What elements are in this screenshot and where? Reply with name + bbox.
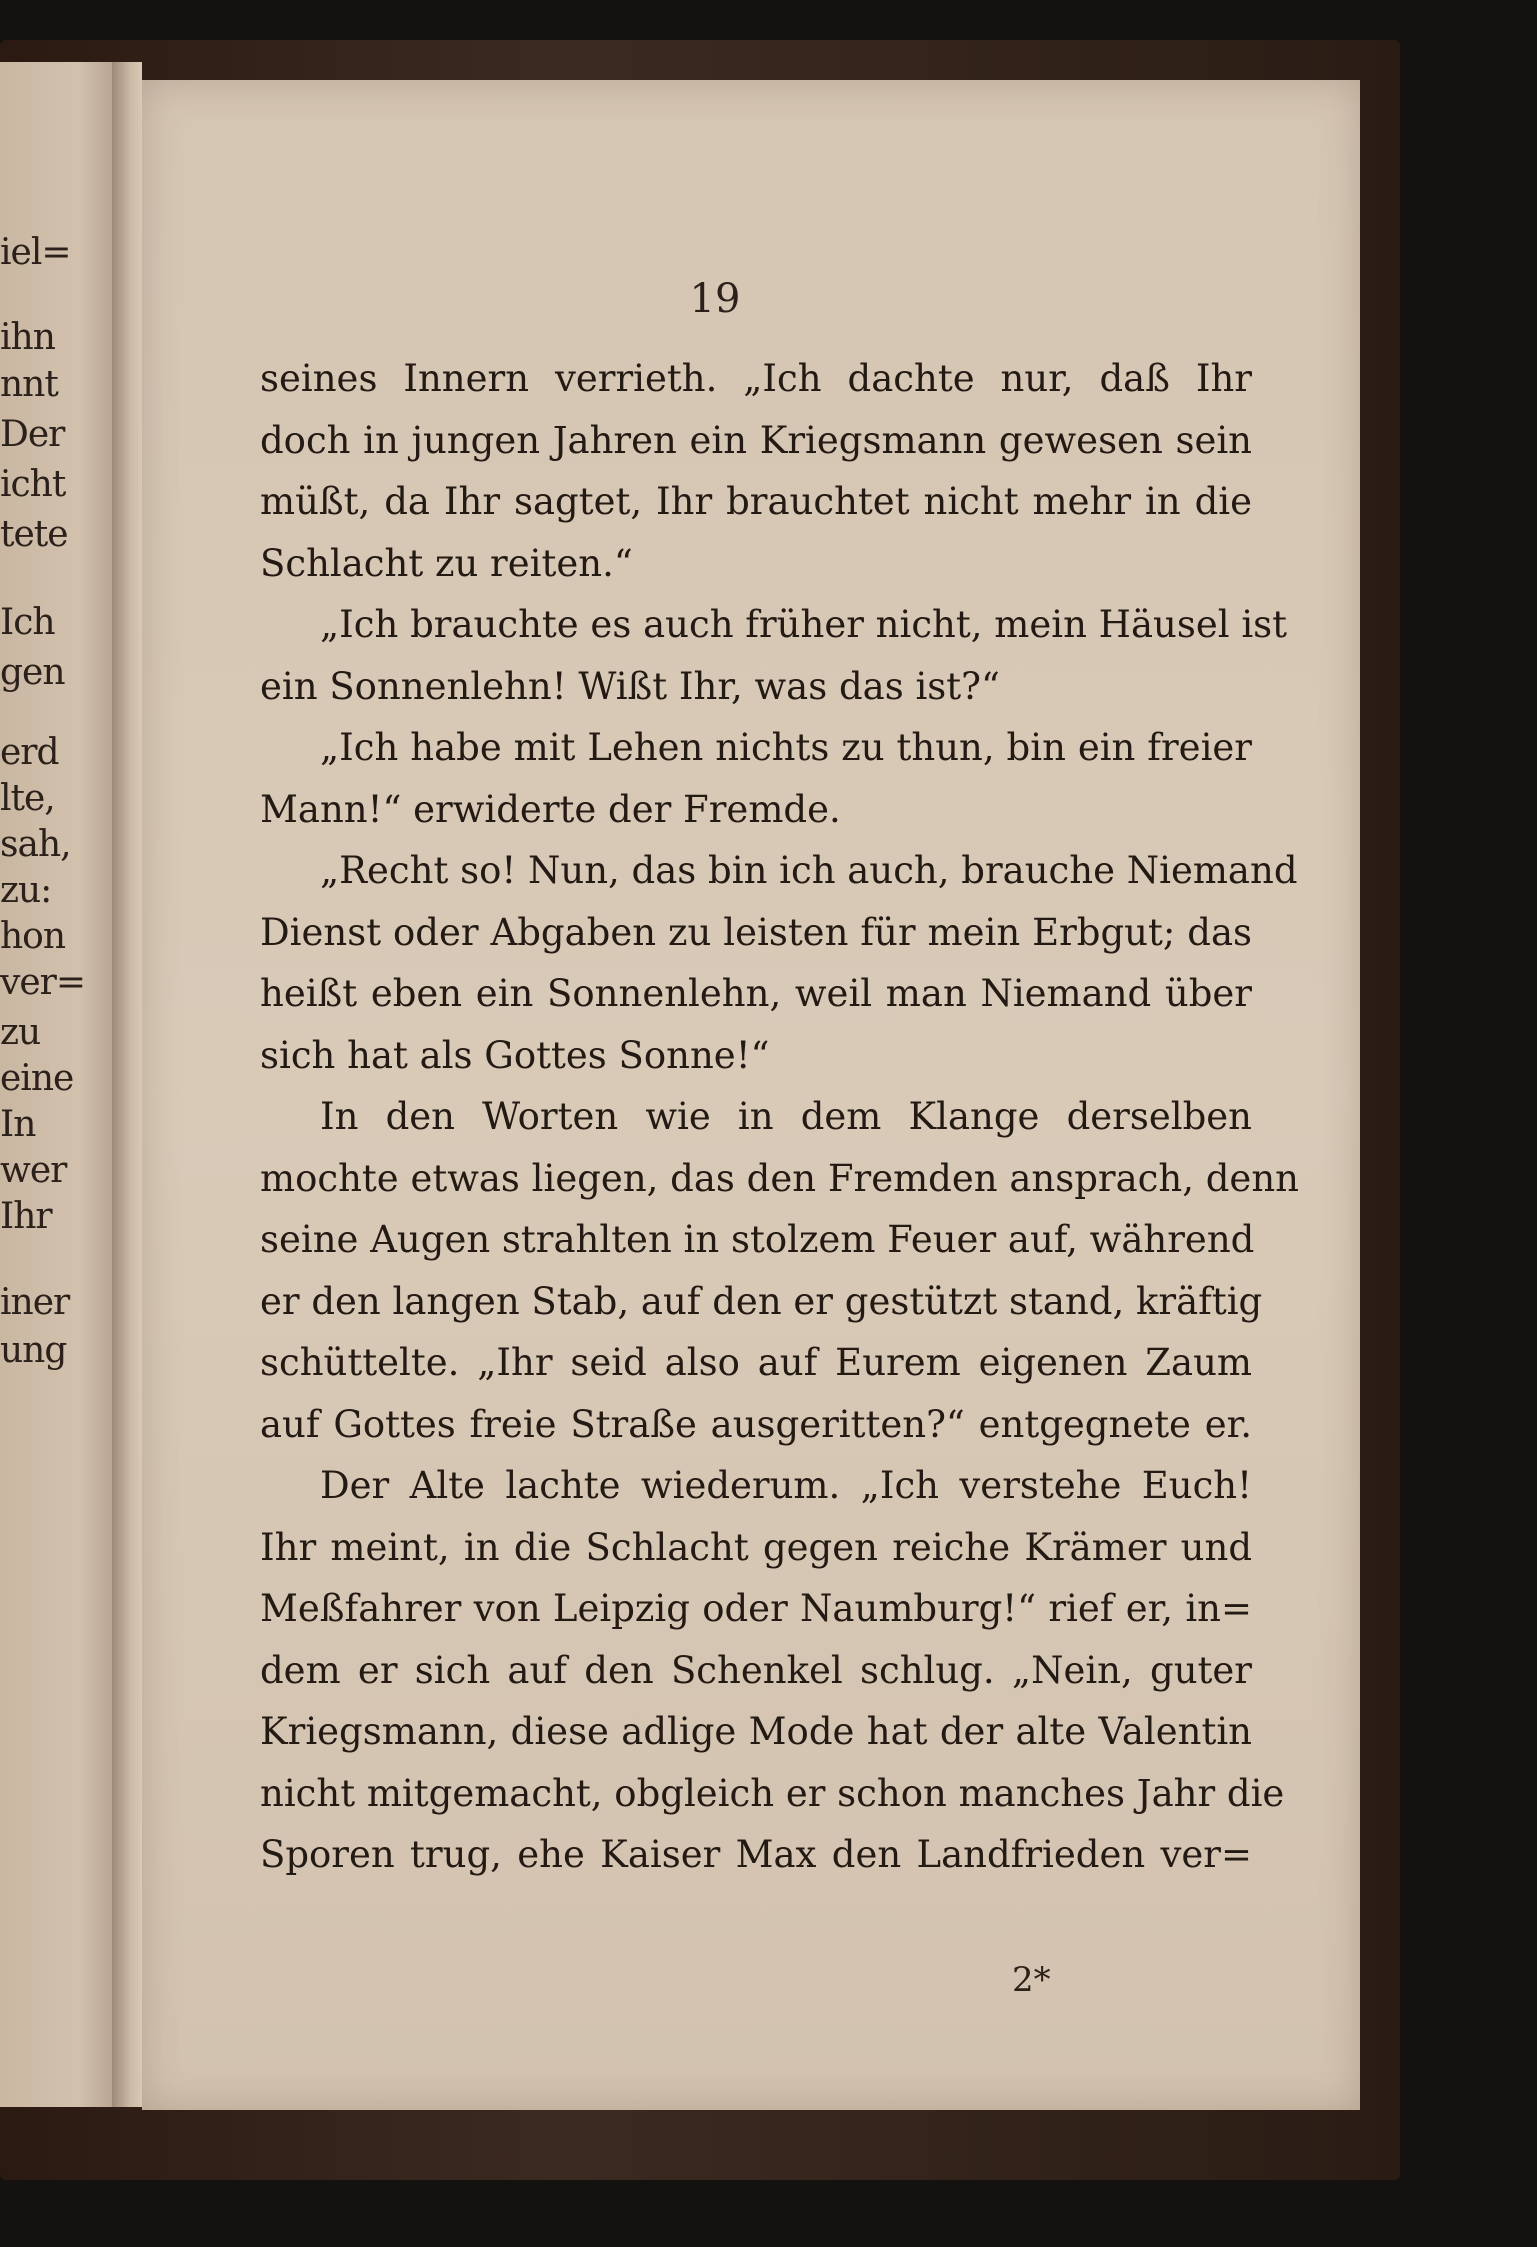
text-line: er den langen Stab, auf den er gestützt stand, kräftig <box>260 1279 1263 1323</box>
left-page-fragment: eine <box>0 1058 74 1099</box>
text-line: nicht mitgemacht, obgleich er schon manches Jahr die <box>260 1771 1285 1815</box>
text-line: mochte etwas liegen, das den Fremden ansprach, denn <box>260 1156 1299 1200</box>
text-line: ein Sonnenlehn! Wißt Ihr, was das ist?“ <box>260 664 1000 708</box>
left-page-fragment: wer <box>0 1150 67 1191</box>
left-page-fragment: erd <box>0 732 59 773</box>
left-page-fragment: lte, <box>0 778 55 819</box>
text-line: In den Worten wie in dem Klange derselben <box>320 1095 1252 1138</box>
text-line: „Ich brauchte es auch früher nicht, mein Häusel ist <box>320 603 1288 646</box>
left-page-fragment: ver= <box>0 962 86 1003</box>
text-line: auf Gottes freie Straße ausgeritten?“ entgegnete er. <box>260 1402 1252 1446</box>
left-page-fragment: Der <box>0 414 65 455</box>
text-line: Ihr meint, in die Schlacht gegen reiche Krämer und <box>260 1525 1252 1569</box>
text-line: Der Alte lachte wiederum. „Ich verstehe Euch! <box>320 1464 1252 1507</box>
left-page-fragment: iel= <box>0 232 71 273</box>
text-line: Schlacht zu reiten.“ <box>260 541 633 585</box>
book-gutter <box>112 62 142 2107</box>
text-line: doch in jungen Jahren ein Kriegsmann gewesen sein <box>260 418 1252 462</box>
left-page-edge <box>0 62 112 2107</box>
text-line: seine Augen strahlten in stolzem Feuer auf, während <box>260 1218 1255 1261</box>
left-page-fragment: ihn <box>0 317 55 358</box>
page-number: 19 <box>689 276 741 322</box>
text-line: seines Innern verrieth. „Ich dachte nur, daß Ihr <box>260 357 1252 400</box>
left-page-fragment: iner <box>0 1282 70 1323</box>
text-line: Mann!“ erwiderte der Fremde. <box>260 787 841 831</box>
text-line: müßt, da Ihr sagtet, Ihr brauchtet nicht mehr in die <box>260 480 1252 523</box>
text-line: heißt eben ein Sonnenlehn, weil man Niemand über <box>260 972 1252 1015</box>
text-line: Sporen trug, ehe Kaiser Max den Landfrieden ver= <box>260 1833 1252 1876</box>
text-line: Kriegsmann, diese adlige Mode hat der alte Valentin <box>260 1710 1252 1753</box>
left-page-fragment: zu: <box>0 870 52 911</box>
text-line: sich hat als Gottes Sonne!“ <box>260 1033 770 1077</box>
left-page-fragment: ung <box>0 1330 67 1371</box>
text-line: Meßfahrer von Leipzig oder Naumburg!“ rief er, in= <box>260 1587 1252 1630</box>
signature-mark: 2* <box>1012 1960 1051 2000</box>
text-line: dem er sich auf den Schenkel schlug. „Nein, guter <box>260 1648 1252 1692</box>
left-page-fragment: nnt <box>0 364 58 405</box>
left-page-fragment: zu <box>0 1012 41 1053</box>
left-page-fragment: icht <box>0 464 66 505</box>
text-line: „Recht so! Nun, das bin ich auch, brauche Niemand <box>320 849 1298 892</box>
left-page-fragment: tete <box>0 514 68 555</box>
text-line: schüttelte. „Ihr seid also auf Eurem eigenen Zaum <box>260 1341 1252 1384</box>
page-text <box>260 348 1299 1886</box>
left-page-fragment: Ihr <box>0 1196 52 1237</box>
left-page-fragment: gen <box>0 652 65 693</box>
left-page-fragment: Ich <box>0 602 55 643</box>
text-line: Dienst oder Abgaben zu leisten für mein Erbgut; das <box>260 910 1252 954</box>
left-page-fragment: In <box>0 1104 36 1145</box>
left-page-fragment: sah, <box>0 824 71 865</box>
text-line: „Ich habe mit Lehen nichts zu thun, bin ein freier <box>320 726 1252 769</box>
right-page <box>142 80 1360 2110</box>
left-page-fragment: hon <box>0 916 66 957</box>
